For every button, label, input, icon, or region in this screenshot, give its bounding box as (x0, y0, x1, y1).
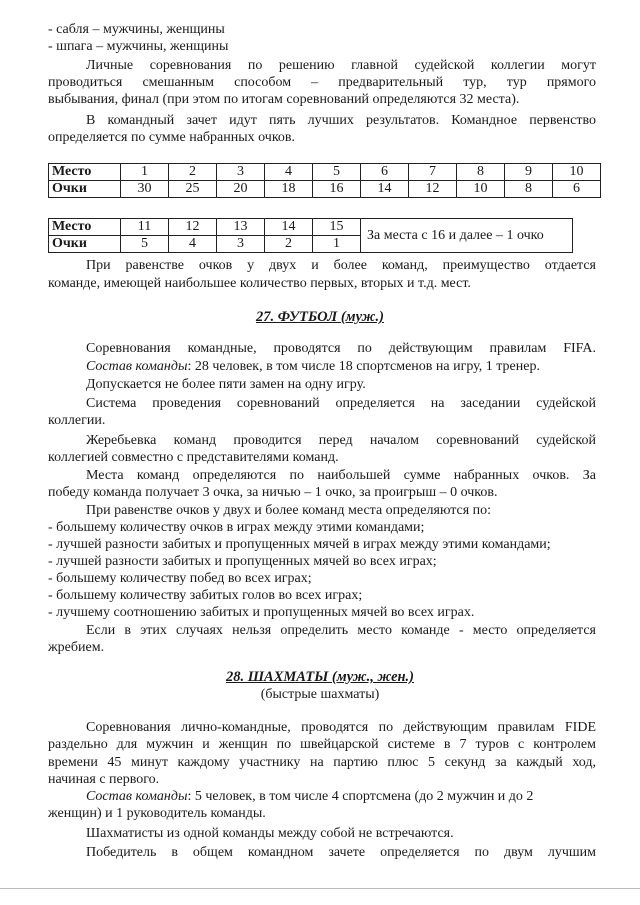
list-item: - большему количеству очков в играх между этими командами; (48, 520, 425, 535)
table-cell: 13 (217, 219, 265, 236)
paragraph-line: Соревнования командные, проводятся по действующим правилам FIFA. (86, 341, 596, 356)
paragraph-line: Жеребьевка команд проводится перед началом соревнований судейской (86, 433, 596, 448)
row-header-place: Место (49, 219, 121, 236)
paragraph-line: проводиться смешанным способом – предварительный тур, тур прямого (48, 75, 596, 90)
section-subheading: (быстрые шахматы) (260, 687, 380, 702)
table-cell: 18 (265, 181, 313, 198)
team-label: Состав команды (86, 789, 188, 804)
paragraph-line: коллегии. (48, 413, 106, 428)
list-item: - лучшей разности забитых и пропущенных мячей в играх между этими командами; (48, 537, 551, 552)
paragraph-line: женщин) и 1 руководитель команды. (48, 806, 266, 821)
table-cell: 7 (409, 164, 457, 181)
table-cell: 8 (505, 181, 553, 198)
paragraph-line: Личные соревнования по решению главной судейской коллегии могут (86, 58, 596, 73)
table-cell: 3 (217, 236, 265, 253)
paragraph-line: начиная с первого. (48, 772, 160, 787)
table-cell: 4 (265, 164, 313, 181)
table-row (49, 164, 601, 181)
table-cell: 20 (217, 181, 265, 198)
paragraph-line: Система проведения соревнований определяется на заседании судейской (86, 396, 596, 411)
paragraph-line: жребием. (48, 640, 105, 655)
paragraph-line: При равенстве очков у двух и более команд места определяются по: (86, 503, 492, 518)
team-label: Состав команды (86, 359, 188, 374)
paragraph-line: Победитель в общем командном зачете определяется по двум лучшим (86, 845, 596, 860)
scan-edge-line (0, 888, 640, 889)
row-header-place: Место (49, 164, 121, 181)
table-cell: 15 (313, 219, 361, 236)
table-cell: 2 (265, 236, 313, 253)
paragraph-line: Допускается не более пяти замен на одну игру. (86, 377, 366, 392)
paragraph-line: команде, имеющей наибольшее количество первых, вторых и т.д. мест. (48, 276, 471, 291)
table-cell: 25 (169, 181, 217, 198)
table-cell: 12 (169, 219, 217, 236)
paragraph-line: Если в этих случаях нельзя определить место команде - место определяется (86, 623, 596, 638)
table-cell: 9 (505, 164, 553, 181)
points-note: За места с 16 и далее – 1 очко (361, 219, 573, 253)
paragraph-line (86, 789, 596, 805)
row-header-points: Очки (49, 236, 121, 253)
paragraph-line: Соревнования лично-командные, проводятся по действующим правилам FIDE (86, 720, 596, 735)
paragraph-line: определяется по сумме набранных очков. (48, 130, 296, 145)
table-cell: 6 (361, 164, 409, 181)
team-text: : 5 человек, в том числе 4 спортсмена (до 2 мужчин и до 2 (187, 789, 534, 804)
table-cell: 8 (457, 164, 505, 181)
table-cell: 10 (553, 164, 601, 181)
list-item: - лучшей разности забитых и пропущенных мячей во всех играх; (48, 554, 437, 569)
paragraph-line: При равенстве очков у двух и более команд, преимущество отдается (86, 258, 596, 273)
table-cell: 5 (313, 164, 361, 181)
text-line: - шпага – мужчины, женщины (48, 39, 229, 54)
text-line: - сабля – мужчины, женщины (48, 22, 225, 37)
list-item: - лучшему соотношению забитых и пропущенных мячей во всех играх. (48, 605, 475, 620)
paragraph-line: победу команда получает 3 очка, за ничью – 1 очко, за проигрыш – 0 очков. (48, 485, 498, 500)
paragraph-line: раздельно для мужчин и женщин по швейцарской системе в 7 туров с контролем (48, 737, 596, 752)
table-cell: 16 (313, 181, 361, 198)
table-row (49, 181, 601, 198)
paragraph-line: времени 45 минут каждому участнику на партию плюс 5 секунд за каждый ход, (48, 755, 596, 770)
table-cell: 5 (121, 236, 169, 253)
team-text: : 28 человек, в том числе 18 спортсменов на игру, 1 тренер. (187, 359, 540, 374)
paragraph-line: Места команд определяются по наибольшей сумме набранных очков. За (86, 468, 596, 483)
table-cell: 3 (217, 164, 265, 181)
paragraph-line: выбывания, финал (при этом по итогам соревнований определяются 32 места). (48, 92, 520, 107)
table-cell: 1 (313, 236, 361, 253)
table-row (49, 219, 573, 236)
paragraph-line: коллегией совместно с представителями команд. (48, 450, 339, 465)
table-cell: 14 (265, 219, 313, 236)
table-cell: 2 (169, 164, 217, 181)
table-cell: 11 (121, 219, 169, 236)
list-item: - большему количеству побед во всех играх; (48, 571, 312, 586)
table-cell: 6 (553, 181, 601, 198)
scoring-table-2 (48, 218, 573, 253)
paragraph-line: Шахматисты из одной команды между собой не встречаются. (86, 826, 454, 841)
scoring-table-1 (48, 163, 601, 198)
table-cell: 10 (457, 181, 505, 198)
section-heading-football: 27. ФУТБОЛ (муж.) (256, 309, 384, 325)
table-cell: 30 (121, 181, 169, 198)
table-cell: 4 (169, 236, 217, 253)
list-item: - большему количеству забитых голов во всех играх; (48, 588, 363, 603)
paragraph-line (86, 359, 540, 375)
table-cell: 1 (121, 164, 169, 181)
row-header-points: Очки (49, 181, 121, 198)
section-heading-chess: 28. ШАХМАТЫ (муж., жен.) (225, 669, 415, 685)
paragraph-line: В командный зачет идут пять лучших результатов. Командное первенство (86, 113, 596, 128)
table-cell: 14 (361, 181, 409, 198)
table-cell: 12 (409, 181, 457, 198)
